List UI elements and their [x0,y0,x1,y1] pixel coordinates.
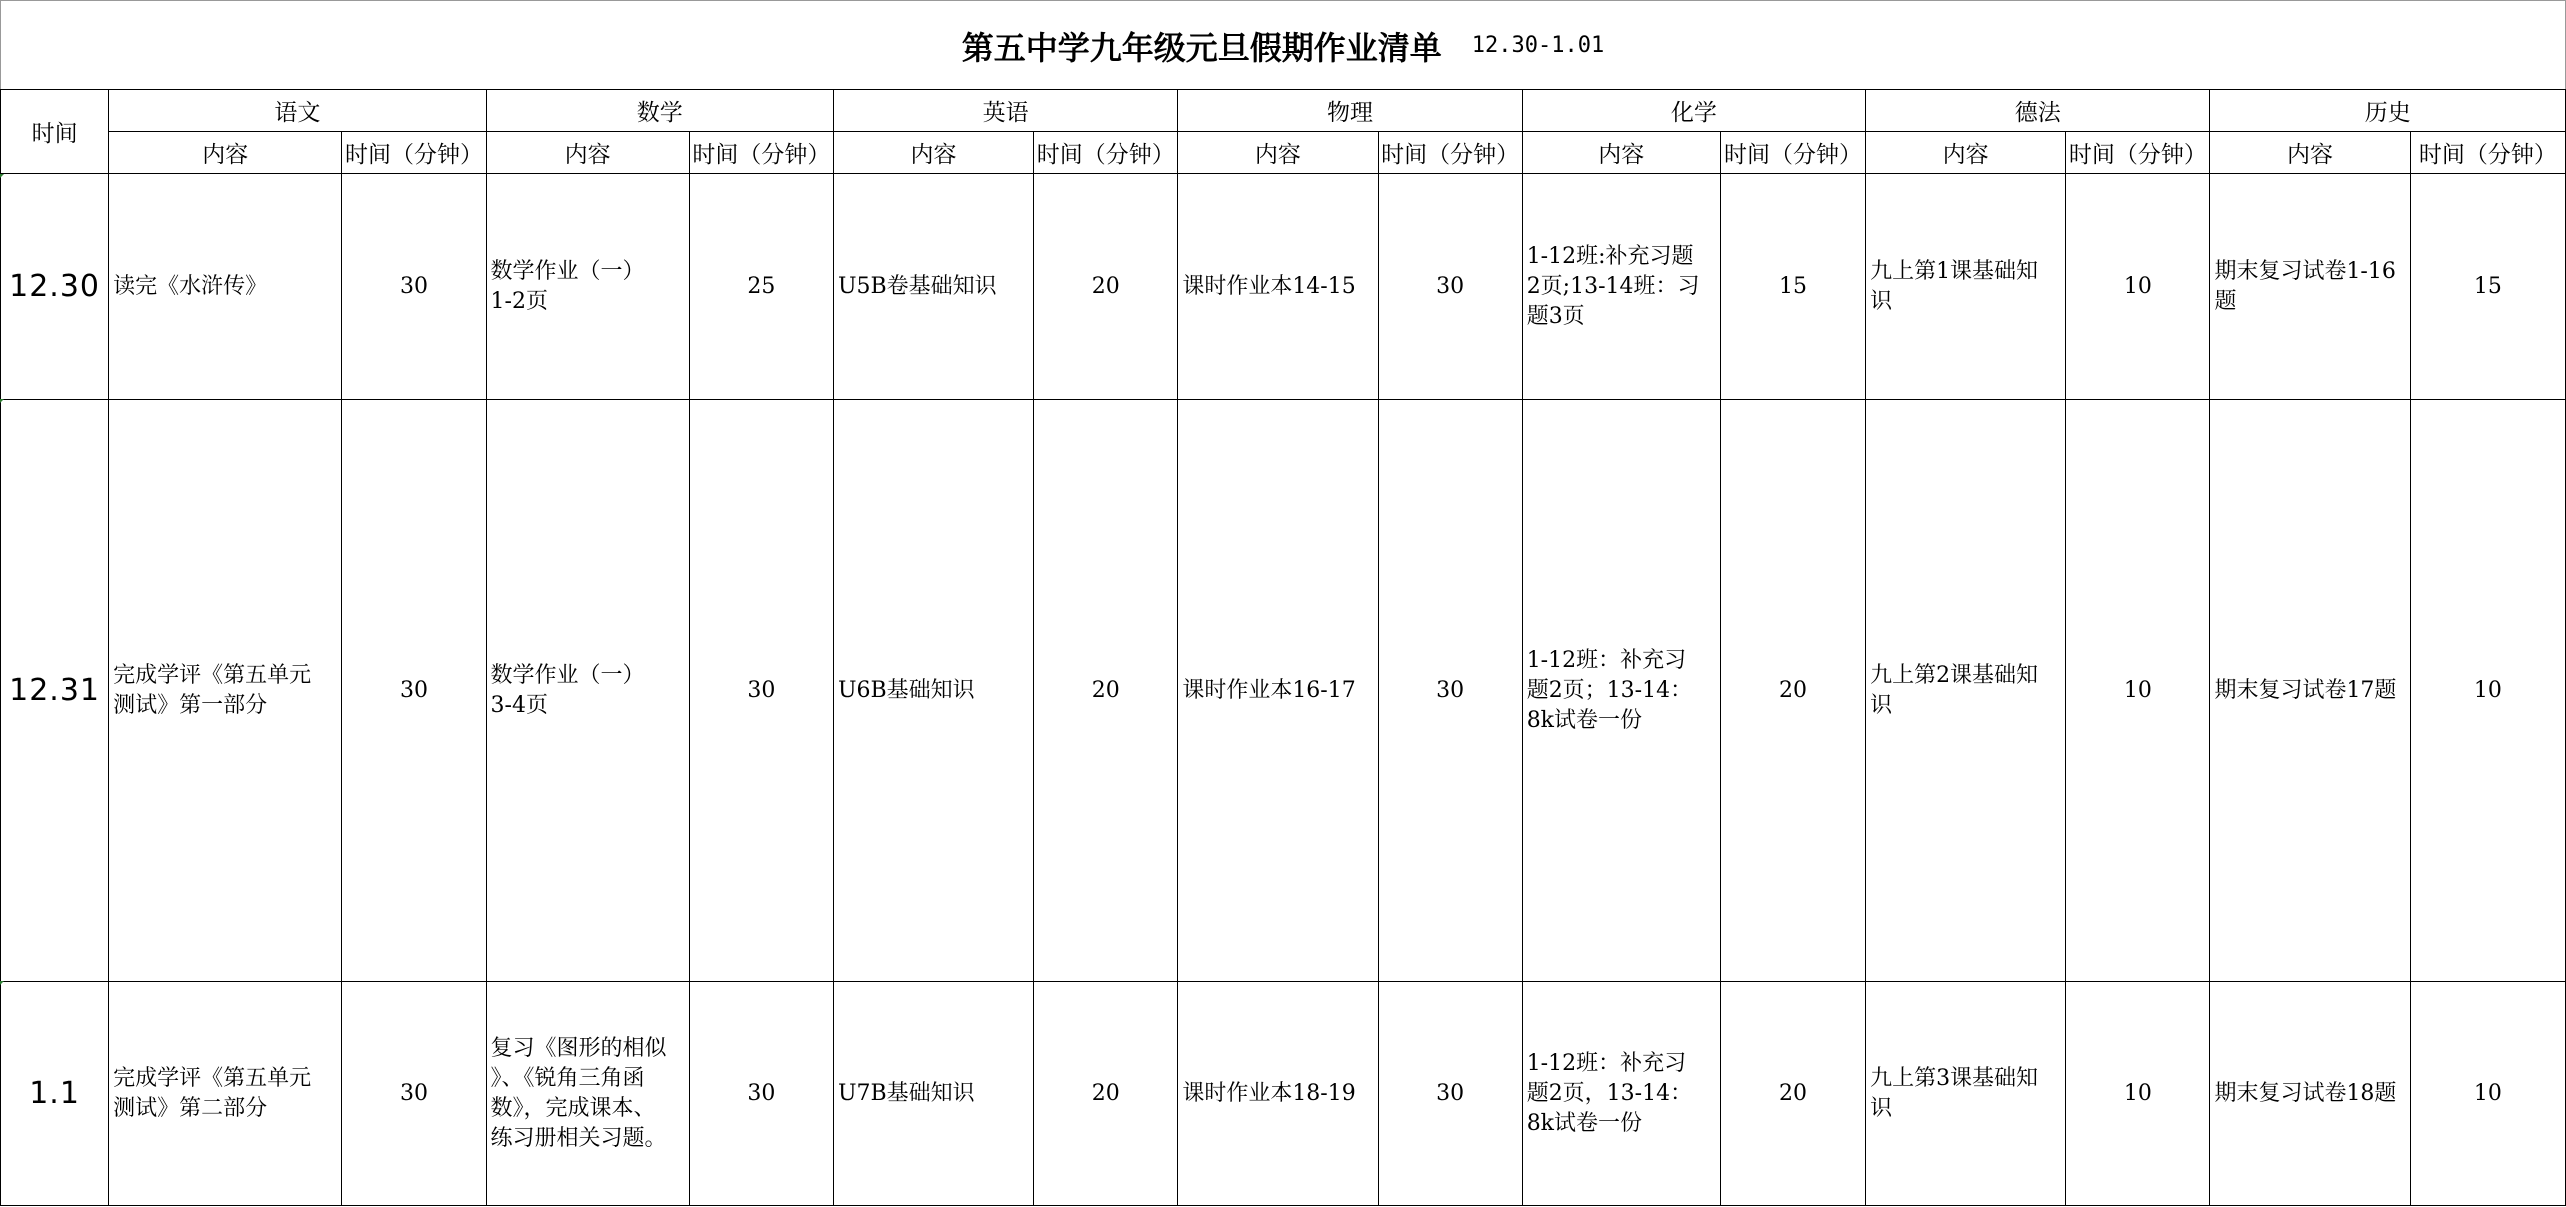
homework-minutes: 30 [1378,400,1522,982]
content-column-header: 内容 [1522,132,1720,174]
minutes-column-header: 时间（分钟） [1034,132,1178,174]
subject-header-math: 数学 [486,90,833,132]
date-range: 12.30-1.01 [1471,33,1605,58]
homework-content: 期末复习试卷17题 [2210,400,2410,982]
homework-minutes: 30 [1378,174,1522,400]
content-column-header: 内容 [1178,132,1378,174]
row-marker [0,981,4,985]
minutes-column-header: 时间（分钟） [342,132,486,174]
table-row [1,400,2566,982]
table-row [1,982,2566,1206]
row-marker [0,174,4,178]
minutes-column-header: 时间（分钟） [1378,132,1522,174]
table-row [1,174,2566,400]
row-date: 12.31 [1,400,109,982]
homework-minutes: 10 [2066,174,2210,400]
minutes-column-header: 时间（分钟） [1720,132,1865,174]
homework-minutes: 30 [342,982,486,1206]
homework-minutes: 15 [2410,174,2565,400]
row-marker [0,399,4,403]
homework-content: 期末复习试卷1-16 题 [2210,174,2410,400]
homework-minutes: 20 [1034,982,1178,1206]
content-column-header: 内容 [833,132,1033,174]
homework-content: 数学作业（一） 3-4页 [486,400,689,982]
homework-content: 1-12班：补充习 题2页；13-14： 8k试卷一份 [1522,400,1720,982]
homework-content: 读完《水浒传》 [109,174,342,400]
subject-header-history: 历史 [2210,90,2566,132]
page-title: 第五中学九年级元旦假期作业清单 [961,28,1442,67]
homework-content: U6B基础知识 [833,400,1033,982]
content-column-header: 内容 [486,132,689,174]
title-row [0,0,2566,90]
subject-header-chinese: 语文 [109,90,486,132]
time-column-header: 时间 [1,90,109,174]
homework-minutes: 20 [1034,174,1178,400]
subject-header-chemistry: 化学 [1522,90,1865,132]
minutes-column-header: 时间（分钟） [2066,132,2210,174]
homework-minutes: 25 [689,174,833,400]
homework-minutes: 30 [689,982,833,1206]
homework-content: 完成学评《第五单元 测试》第一部分 [109,400,342,982]
homework-minutes: 30 [342,400,486,982]
homework-content: 课时作业本14-15 [1178,174,1378,400]
homework-minutes: 20 [1720,982,1865,1206]
homework-content: 九上第1课基础知 识 [1866,174,2066,400]
homework-content: 数学作业（一） 1-2页 [486,174,689,400]
homework-minutes: 30 [689,400,833,982]
homework-minutes: 20 [1720,400,1865,982]
minutes-column-header: 时间（分钟） [2410,132,2565,174]
homework-content: 课时作业本18-19 [1178,982,1378,1206]
homework-content: 九上第2课基础知 识 [1866,400,2066,982]
homework-minutes: 10 [2066,400,2210,982]
homework-minutes: 10 [2410,400,2565,982]
row-date: 1.1 [1,982,109,1206]
homework-minutes: 30 [1378,982,1522,1206]
subject-header-english: 英语 [833,90,1177,132]
content-column-header: 内容 [109,132,342,174]
homework-content: U5B卷基础知识 [833,174,1033,400]
homework-content: 课时作业本16-17 [1178,400,1378,982]
subject-header-physics: 物理 [1178,90,1522,132]
row-date: 12.30 [1,174,109,400]
homework-minutes: 30 [342,174,486,400]
homework-minutes: 15 [1720,174,1865,400]
content-column-header: 内容 [1866,132,2066,174]
homework-content: 期末复习试卷18题 [2210,982,2410,1206]
minutes-column-header: 时间（分钟） [689,132,833,174]
subheader-row [1,132,2566,174]
homework-minutes: 20 [1034,400,1178,982]
homework-table [0,89,2566,1206]
homework-minutes: 10 [2066,982,2210,1206]
content-column-header: 内容 [2210,132,2410,174]
homework-content: 九上第3课基础知 识 [1866,982,2066,1206]
homework-content: 1-12班：补充习 题2页，13-14： 8k试卷一份 [1522,982,1720,1206]
subject-header-morality-law: 德法 [1866,90,2210,132]
homework-content: 复习《图形的相似 》、《锐角三角函 数》，完成课本、 练习册相关习题。 [486,982,689,1206]
homework-content: 完成学评《第五单元 测试》第二部分 [109,982,342,1206]
subject-header-row [1,90,2566,132]
homework-content: U7B基础知识 [833,982,1033,1206]
homework-minutes: 10 [2410,982,2565,1206]
homework-content: 1-12班:补充习题 2页;13-14班：习 题3页 [1522,174,1720,400]
